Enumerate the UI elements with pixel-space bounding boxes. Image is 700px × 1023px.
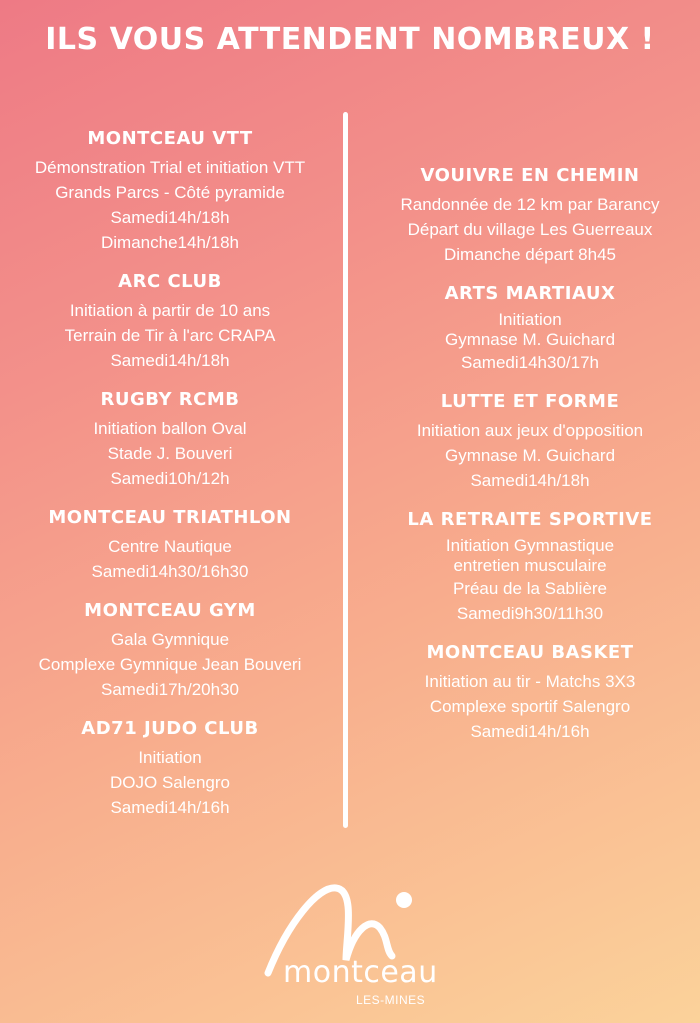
club-line: Samedi14h/18h bbox=[110, 351, 230, 370]
club-line: Départ du village Les Guerreaux bbox=[407, 220, 653, 239]
club-line: Complexe sportif Salengro bbox=[429, 697, 631, 716]
club-line: Dimanche départ 8h45 bbox=[443, 245, 616, 264]
club-ad71-judo bbox=[0, 718, 340, 820]
club-rugby-rcmb bbox=[0, 389, 340, 491]
club-name: MONTCEAU BASKET bbox=[426, 642, 634, 663]
column-divider bbox=[343, 112, 348, 828]
left-column bbox=[0, 128, 340, 836]
club-name: ARTS MARTIAUX bbox=[444, 283, 616, 304]
club-line: Samedi9h30/11h30 bbox=[456, 604, 604, 623]
club-line: Terrain de Tir à l'arc CRAPA bbox=[64, 326, 276, 345]
club-line: Initiation ballon Oval bbox=[93, 419, 247, 438]
club-line: Dimanche14h/18h bbox=[101, 233, 239, 252]
page-title: ILS VOUS ATTENDENT NOMBREUX ! bbox=[45, 22, 655, 57]
club-line: Initiation au tir - Matchs 3X3 bbox=[424, 672, 636, 691]
club-line: Samedi14h/16h bbox=[470, 722, 590, 741]
club-line: Initiation bbox=[498, 310, 562, 329]
club-la-retraite-sportive bbox=[360, 509, 700, 626]
club-name: AD71 JUDO CLUB bbox=[81, 718, 259, 739]
club-line: Initiation aux jeux d'opposition bbox=[416, 421, 644, 440]
club-line: Grands Parcs - Côté pyramide bbox=[55, 183, 285, 202]
club-line: Samedi14h/16h bbox=[110, 798, 230, 817]
club-line: Initiation bbox=[138, 748, 202, 767]
club-name: MONTCEAU VTT bbox=[87, 128, 253, 149]
club-name: LA RETRAITE SPORTIVE bbox=[407, 509, 653, 530]
club-line: Samedi14h30/16h30 bbox=[91, 562, 249, 581]
club-name: RUGBY RCMB bbox=[100, 389, 240, 410]
club-line: entretien musculaire bbox=[453, 556, 607, 575]
club-line: Démonstration Trial et initiation VTT bbox=[34, 158, 306, 177]
club-name: MONTCEAU TRIATHLON bbox=[48, 507, 292, 528]
club-line: Gymnase M. Guichard bbox=[444, 446, 616, 465]
club-line: Samedi14h/18h bbox=[470, 471, 590, 490]
club-line: Complexe Gymnique Jean Bouveri bbox=[38, 655, 302, 674]
club-line: Centre Nautique bbox=[108, 537, 232, 556]
club-vouivre-en-chemin bbox=[360, 165, 700, 267]
club-line: Samedi14h/18h bbox=[110, 208, 230, 227]
club-lutte-et-forme bbox=[360, 391, 700, 493]
club-line: Randonnée de 12 km par Barancy bbox=[400, 195, 660, 214]
club-arts-martiaux bbox=[360, 283, 700, 375]
club-line: Initiation Gymnastique bbox=[445, 536, 615, 555]
club-line: Gymnase M. Guichard bbox=[444, 330, 616, 349]
club-line: Stade J. Bouveri bbox=[107, 444, 233, 463]
club-line: Préau de la Sablière bbox=[452, 579, 608, 598]
club-montceau-basket bbox=[360, 642, 700, 744]
club-line: Gala Gymnique bbox=[110, 630, 230, 649]
club-name: VOUIVRE EN CHEMIN bbox=[420, 165, 640, 186]
club-montceau-vtt bbox=[0, 128, 340, 255]
club-name: ARC CLUB bbox=[118, 271, 222, 292]
club-name: MONTCEAU GYM bbox=[84, 600, 256, 621]
logo-subtitle: LES-MINES bbox=[356, 993, 426, 1007]
club-montceau-triathlon bbox=[0, 507, 340, 584]
club-name: LUTTE ET FORME bbox=[440, 391, 620, 412]
club-line: Samedi17h/20h30 bbox=[100, 680, 239, 699]
logo-wordmark: montceau bbox=[283, 955, 438, 990]
right-column bbox=[360, 165, 700, 760]
club-line: DOJO Salengro bbox=[110, 773, 230, 792]
club-line: Samedi14h30/17h bbox=[460, 353, 599, 372]
club-arc-club bbox=[0, 271, 340, 373]
club-line: Samedi10h/12h bbox=[110, 469, 230, 488]
club-line: Initiation à partir de 10 ans bbox=[69, 301, 271, 320]
club-montceau-gym bbox=[0, 600, 340, 702]
